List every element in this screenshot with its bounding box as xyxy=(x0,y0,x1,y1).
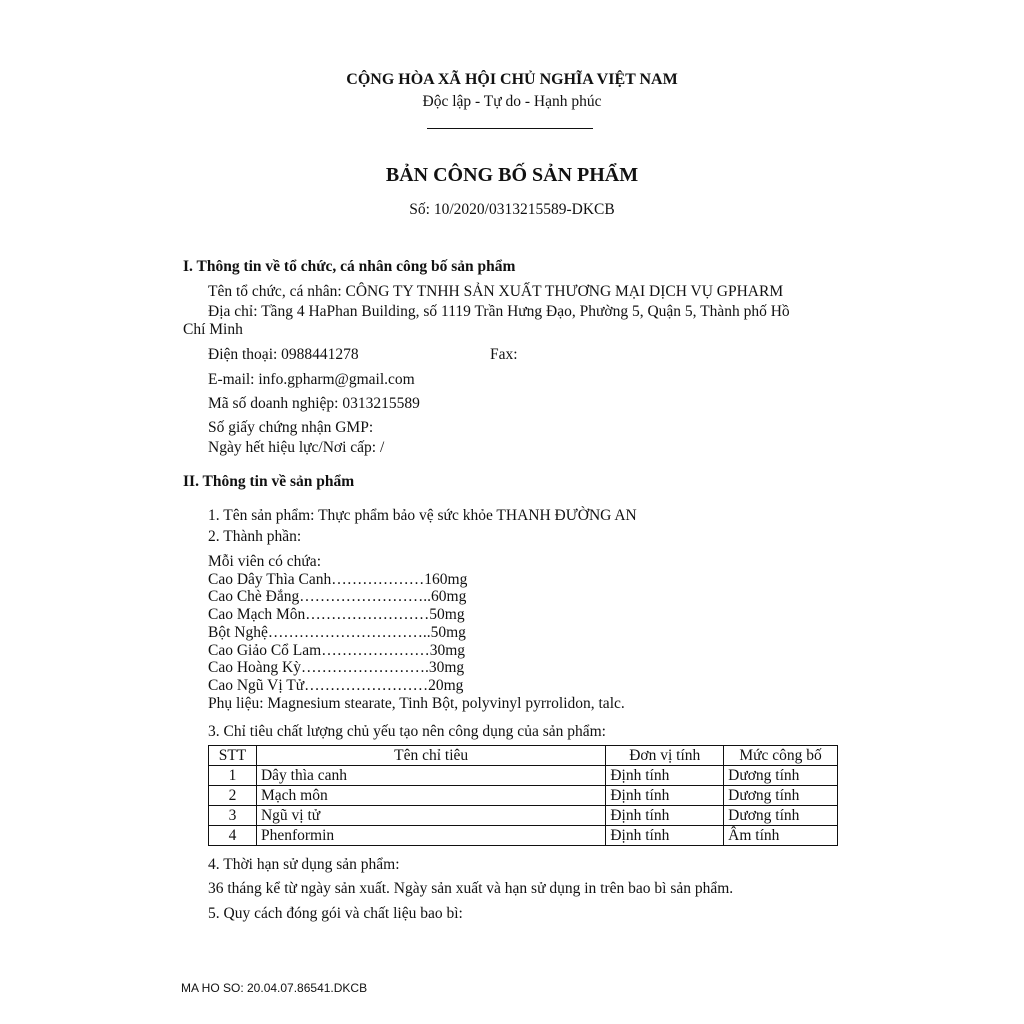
table-header: Đơn vị tính xyxy=(606,746,724,766)
motto: Độc lập - Tự do - Hạnh phúc xyxy=(422,93,602,110)
table-cell: 4 xyxy=(209,826,257,846)
table-cell: Định tính xyxy=(606,766,724,786)
table-header: Tên chỉ tiêu xyxy=(256,746,605,766)
phone: Điện thoại: 0988441278 xyxy=(208,346,359,363)
header-divider xyxy=(427,128,593,129)
table-cell: 1 xyxy=(209,766,257,786)
ingredient-item: Bột Nghệ…………………………..50mg xyxy=(208,624,466,641)
record-number: MA HO SO: 20.04.07.86541.DKCB xyxy=(181,981,368,995)
ingredients-heading: 2. Thành phần: xyxy=(208,528,302,545)
country-header: CỘNG HÒA XÃ HỘI CHỦ NGHĨA VIỆT NAM xyxy=(346,71,678,88)
shelf-life: 36 tháng kể từ ngày sản xuất. Ngày sản xuất và hạn sử dụng in trên bao bì sản phẩm. xyxy=(208,880,734,897)
table-cell: Dây thìa canh xyxy=(256,766,605,786)
address-line2: Chí Minh xyxy=(183,321,243,338)
table-row xyxy=(209,786,838,806)
table-cell: Dương tính xyxy=(724,766,838,786)
section1-heading: I. Thông tin về tổ chức, cá nhân công bố sản phẩm xyxy=(183,258,516,275)
section2-heading: II. Thông tin về sản phẩm xyxy=(183,473,355,490)
table-header-row xyxy=(209,746,838,766)
table-cell: Định tính xyxy=(606,826,724,846)
email: E-mail: info.gpharm@gmail.com xyxy=(208,371,415,388)
table-header: STT xyxy=(209,746,257,766)
packaging-heading: 5. Quy cách đóng gói và chất liệu bao bì: xyxy=(208,905,463,922)
address-line1: Địa chỉ: Tầng 4 HaPhan Building, số 1119 Trần Hưng Đạo, Phường 5, Quận 5, Thành phố Hồ xyxy=(208,303,790,320)
fax: Fax: xyxy=(490,346,518,363)
ingredient-item: Cao Hoàng Kỳ…………………….30mg xyxy=(208,659,465,676)
table-cell: 3 xyxy=(209,806,257,826)
table-row xyxy=(209,766,838,786)
quality-heading: 3. Chỉ tiêu chất lượng chủ yếu tạo nên công dụng của sản phẩm: xyxy=(208,723,606,740)
table-cell: Dương tính xyxy=(724,786,838,806)
table-row xyxy=(209,806,838,826)
table-cell: 2 xyxy=(209,786,257,806)
gmp-certificate: Số giấy chứng nhận GMP: xyxy=(208,419,374,436)
table-cell: Ngũ vị tử xyxy=(256,806,605,826)
document-number: Số: 10/2020/0313215589-DKCB xyxy=(409,201,615,218)
table-cell: Âm tính xyxy=(724,826,838,846)
product-name: 1. Tên sản phẩm: Thực phẩm bảo vệ sức khỏe THANH ĐƯỜNG AN xyxy=(208,507,637,524)
shelf-life-heading: 4. Thời hạn sử dụng sản phẩm: xyxy=(208,856,400,873)
table-cell: Định tính xyxy=(606,806,724,826)
quality-table xyxy=(208,745,838,846)
table-cell: Định tính xyxy=(606,786,724,806)
tax-code: Mã số doanh nghiệp: 0313215589 xyxy=(208,395,420,412)
table-cell: Mạch môn xyxy=(256,786,605,806)
expiry-issuer: Ngày hết hiệu lực/Nơi cấp: / xyxy=(208,439,385,456)
table-cell: Phenformin xyxy=(256,826,605,846)
table-cell: Dương tính xyxy=(724,806,838,826)
document-title: BẢN CÔNG BỐ SẢN PHẨM xyxy=(385,164,639,186)
ingredient-item: Cao Dây Thìa Canh………………160mg xyxy=(208,571,468,588)
ingredient-item: Cao Chè Đắng……………………..60mg xyxy=(208,588,467,605)
ingredient-item: Cao Mạch Môn……………………50mg xyxy=(208,606,465,623)
table-header: Mức công bố xyxy=(724,746,838,766)
table-row xyxy=(209,826,838,846)
ingredient-item: Cao Giảo Cổ Lam…………………30mg xyxy=(208,642,466,659)
excipients: Phụ liệu: Magnesium stearate, Tinh Bột, polyvinyl pyrrolidon, talc. xyxy=(208,695,625,712)
ingredient-item: Cao Ngũ Vị Tử……………………20mg xyxy=(208,677,464,694)
per-tablet-label: Mỗi viên có chứa: xyxy=(208,553,321,570)
org-name: Tên tổ chức, cá nhân: CÔNG TY TNHH SẢN XUẤT THƯƠNG MẠI DỊCH VỤ GPHARM xyxy=(208,283,784,300)
